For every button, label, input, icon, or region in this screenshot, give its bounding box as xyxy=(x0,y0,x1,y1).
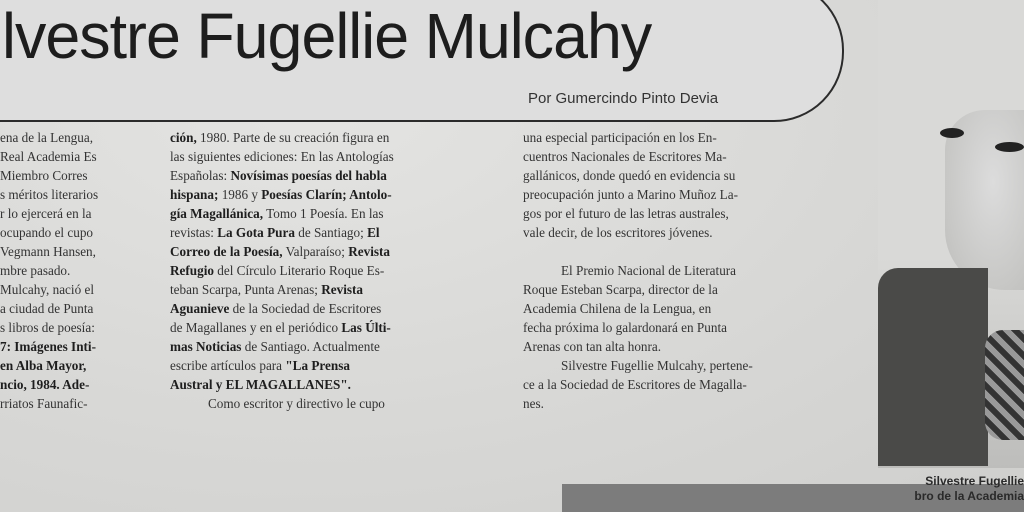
paragraph-gap xyxy=(523,242,850,261)
text-line: Aguanieve de la Sociedad de Escritores xyxy=(170,301,382,316)
portrait-eye xyxy=(995,142,1024,152)
article-column-2 xyxy=(170,128,497,413)
text-line: Vegmann Hansen, xyxy=(0,244,96,259)
byline: Por Gumercindo Pinto Devia xyxy=(528,90,719,107)
text-line: s méritos literarios xyxy=(0,187,99,202)
text-line: ena de la Lengua, xyxy=(0,130,93,145)
text-line: s libros de poesía: xyxy=(0,320,95,335)
text-line: a ciudad de Punta xyxy=(0,301,94,316)
text-line: Academia Chilena de la Lengua, en xyxy=(523,301,712,316)
text-line: Roque Esteban Scarpa, director de la xyxy=(523,282,718,297)
photo-caption xyxy=(880,474,1024,504)
text-line: Silvestre Fugellie Mulcahy, pertene- xyxy=(561,358,753,373)
text-line: Refugio del Círculo Literario Roque Es- xyxy=(170,263,385,278)
text-line: mbre pasado. xyxy=(0,263,71,278)
text-line: gía Magallánica, Tomo 1 Poesía. En las xyxy=(170,206,384,221)
text-line: r lo ejercerá en la xyxy=(0,206,92,221)
text-line: ocupando el cupo xyxy=(0,225,94,240)
text-line: Españolas: Novísimas poesías del habla xyxy=(170,168,387,183)
text-line: 7: Imágenes Inti- xyxy=(0,339,96,354)
portrait-jacket xyxy=(878,268,988,466)
caption-line: bro de la Academia xyxy=(914,489,1024,503)
text-line: ce a la Sociedad de Escritores de Magalla- xyxy=(523,377,747,392)
text-line: vale decir, de los escritores jóvenes. xyxy=(523,225,713,240)
text-line: Correo de la Poesía, Valparaíso; Revista xyxy=(170,244,391,259)
caption-line: Silvestre Fugellie xyxy=(925,474,1024,488)
text-line: Mulcahy, nació el xyxy=(0,282,94,297)
text-line: las siguientes ediciones: En las Antologías xyxy=(170,149,394,164)
text-line: en Alba Mayor, xyxy=(0,358,87,373)
text-line: escribe artículos para "La Prensa xyxy=(170,358,350,373)
article-column-3 xyxy=(523,128,850,413)
text-line: revistas: La Gota Pura de Santiago; El xyxy=(170,225,380,240)
text-line: de Magallanes y en el periódico Las Últi- xyxy=(170,320,391,335)
text-line: Real Academia Es xyxy=(0,149,97,164)
text-line: una especial participación en los En- xyxy=(523,130,717,145)
text-line: cuentros Nacionales de Escritores Ma- xyxy=(523,149,727,164)
text-line: gos por el futuro de las letras australes, xyxy=(523,206,729,221)
headline: lvestre Fugellie Mulcahy xyxy=(2,0,652,72)
text-line: teban Scarpa, Punta Arenas; Revista xyxy=(170,282,364,297)
article-column-1 xyxy=(0,128,142,413)
text-line: El Premio Nacional de Literatura xyxy=(561,263,737,278)
text-line: hispana; 1986 y Poesías Clarín; Antolo- xyxy=(170,187,392,202)
text-line: Austral y EL MAGALLANES". xyxy=(170,377,351,392)
text-line: Como escritor y directivo le cupo xyxy=(208,396,385,411)
text-line: ción, 1980. Parte de su creación figura en xyxy=(170,130,390,145)
text-line: fecha próxima lo galardonará en Punta xyxy=(523,320,727,335)
text-line: ncio, 1984. Ade- xyxy=(0,377,90,392)
text-line: Miembro Corres xyxy=(0,168,88,183)
text-line: mas Noticias de Santiago. Actualmente xyxy=(170,339,380,354)
text-line: nes. xyxy=(523,396,544,411)
portrait-tie xyxy=(985,330,1024,440)
text-line: gallánicos, donde quedó en evidencia su xyxy=(523,168,736,183)
portrait-eye xyxy=(940,128,964,138)
text-line: Arenas con tan alta honra. xyxy=(523,339,662,354)
text-line: preocupación junto a Marino Muñoz La- xyxy=(523,187,738,202)
text-line: rriatos Faunafic- xyxy=(0,396,88,411)
